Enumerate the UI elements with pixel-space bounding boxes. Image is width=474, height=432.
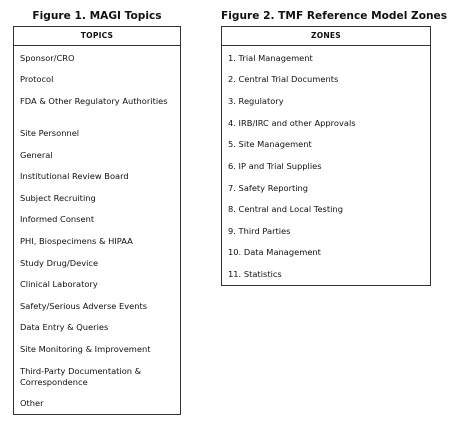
topic-item: Clinical Laboratory xyxy=(20,279,98,289)
figure-2-title: Figure 2. TMF Reference Model Zones xyxy=(221,10,448,22)
zone-item: 10. Data Management xyxy=(228,247,321,257)
zone-item: 5. Site Management xyxy=(228,139,312,149)
zone-item: 2. Central Trial Documents xyxy=(228,74,339,84)
topic-item: Informed Consent xyxy=(20,214,95,224)
zones-table xyxy=(221,26,431,286)
topic-item: Study Drug/Device xyxy=(20,258,99,268)
zone-item: 8. Central and Local Testing xyxy=(228,204,343,214)
zone-item: 7. Safety Reporting xyxy=(228,183,309,193)
zone-item: 11. Statistics xyxy=(228,269,282,279)
topic-item: Other xyxy=(20,398,44,408)
figure-1-title: Figure 1. MAGI Topics xyxy=(32,10,162,22)
zone-item: 4. IRB/IRC and other Approvals xyxy=(228,118,356,128)
zone-item: 1. Trial Management xyxy=(228,53,313,63)
zone-item: 3. Regulatory xyxy=(228,96,284,106)
topic-item: Sponsor/CRO xyxy=(20,53,75,63)
topic-item: Data Entry & Queries xyxy=(20,322,109,332)
topic-item: Site Monitoring & Improvement xyxy=(20,344,151,354)
topic-item: General xyxy=(20,150,53,160)
topic-item: Institutional Review Board xyxy=(20,171,129,181)
topic-item: PHI, Biospecimens & HIPAA xyxy=(20,236,133,246)
zones-header: ZONES xyxy=(222,27,430,46)
zone-item: 6. IP and Trial Supplies xyxy=(228,161,322,171)
topic-item: FDA & Other Regulatory Authorities xyxy=(20,96,168,106)
topic-item: Third-Party Documentation & Correspondence xyxy=(20,366,142,387)
topic-item: Protocol xyxy=(20,74,54,84)
zone-item: 9. Third Parties xyxy=(228,226,291,236)
topic-item: Site Personnel xyxy=(20,128,80,138)
topic-item: Safety/Serious Adverse Events xyxy=(20,301,148,311)
topics-table xyxy=(13,26,181,415)
topics-header: TOPICS xyxy=(14,27,180,46)
topic-item: Subject Recruiting xyxy=(20,193,96,203)
